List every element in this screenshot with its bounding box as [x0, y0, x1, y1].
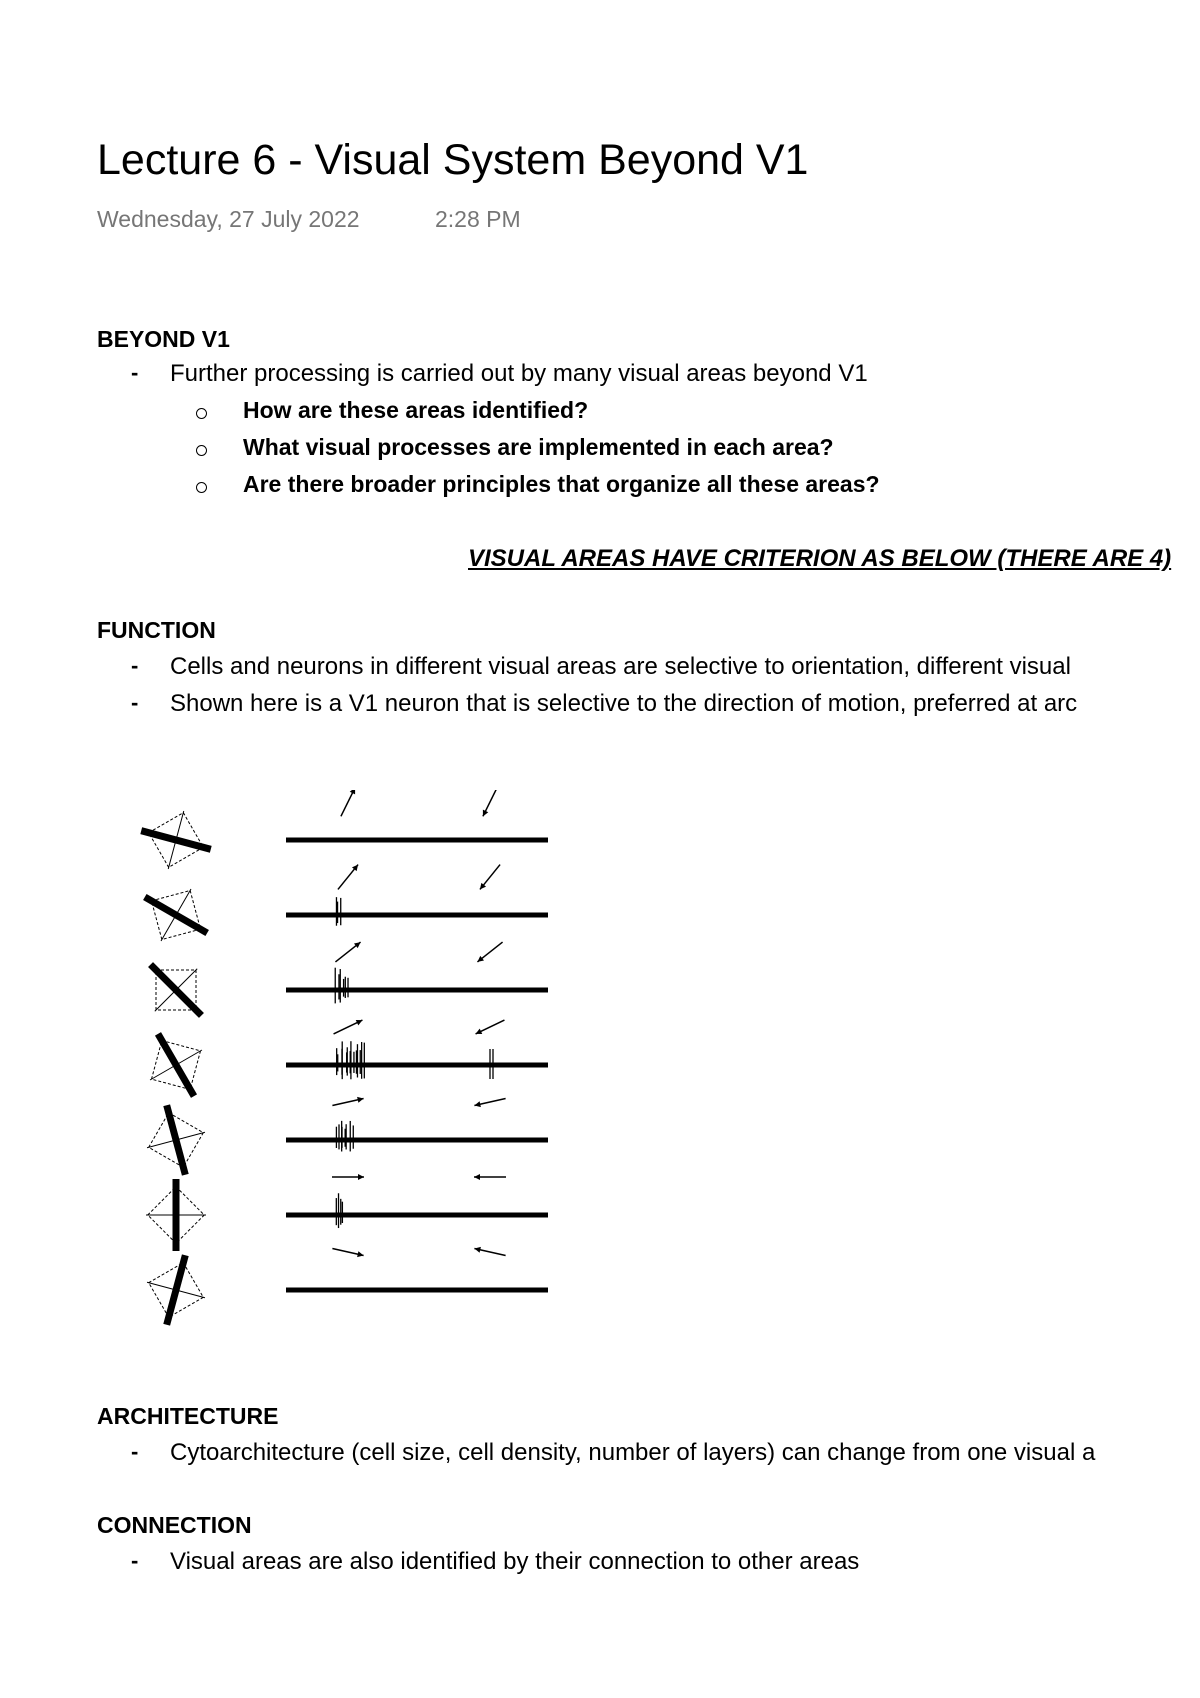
stimulus-row — [146, 1174, 548, 1251]
stimulus-row — [132, 1017, 548, 1111]
motion-arrow-icon — [332, 1246, 365, 1259]
stimulus-bar — [158, 1034, 194, 1096]
arrow-head — [358, 1174, 364, 1180]
stimulus-row — [130, 863, 548, 959]
stimulus-row — [133, 790, 548, 878]
motion-arrow-icon — [336, 863, 361, 892]
bullet-text: Visual areas are also identified by their connection to other areas — [170, 1548, 860, 1575]
motion-arrow-icon — [476, 940, 505, 965]
bullet-dash: - — [131, 653, 139, 678]
motion-arrow-icon — [332, 1096, 365, 1109]
section-heading-connection: CONNECTION — [97, 1512, 252, 1538]
motion-arrow-icon — [338, 790, 358, 818]
bullet-text: Cells and neurons in different visual areas are selective to orientation, different visual — [170, 653, 1071, 680]
sub-bullet-question: Are there broader principles that organize all these areas? — [243, 471, 880, 497]
sub-bullet-question: How are these areas identified? — [243, 397, 589, 423]
section-heading-beyond-v1: BEYOND V1 — [97, 326, 230, 352]
motion-arrow-icon — [474, 1096, 507, 1109]
section-heading-architecture: ARCHITECTURE — [97, 1403, 279, 1429]
bullet-dash: - — [131, 1439, 139, 1464]
motion-arrow-icon — [332, 1174, 364, 1180]
stimulus-bar-icon — [138, 1247, 215, 1332]
stimulus-bar-icon — [130, 871, 222, 959]
stimulus-bar — [167, 1105, 186, 1175]
arrow-head — [350, 790, 358, 794]
arrow-head — [474, 1174, 480, 1180]
sub-bullet-circle-icon — [196, 408, 207, 419]
note-time: 2:28 PM — [435, 206, 521, 232]
stimulus-bar-icon — [133, 802, 218, 879]
sub-bullet-circle-icon — [196, 482, 207, 493]
bullet-text: Shown here is a V1 neuron that is selective to the direction of motion, preferred at arc — [170, 690, 1078, 717]
arrow-shaft — [341, 790, 355, 816]
bullet-dash: - — [131, 690, 139, 715]
arrow-head — [356, 1017, 364, 1025]
motion-arrow-icon — [474, 1017, 505, 1036]
stimulus-bar-icon — [146, 1179, 206, 1251]
bullet-dash: - — [131, 360, 139, 385]
motion-arrow-icon — [478, 863, 503, 892]
motion-arrow-icon — [474, 1246, 507, 1259]
direction-selectivity-figure — [118, 790, 558, 1340]
bullet-dash: - — [131, 1548, 139, 1573]
stimulus-bar — [141, 831, 211, 850]
stimulus-bar-icon — [132, 1019, 220, 1111]
motion-arrow-icon — [334, 940, 363, 965]
motion-arrow-icon — [332, 1017, 363, 1036]
stimulus-bar-icon — [129, 943, 222, 1036]
sub-bullet-circle-icon — [196, 445, 207, 456]
note-date: Wednesday, 27 July 2022 — [97, 206, 360, 232]
bullet-text: Cytoarchitecture (cell size, cell density, number of layers) can change from one visual a — [170, 1439, 1096, 1466]
criterion-note: VISUAL AREAS HAVE CRITERION AS BELOW (THERE ARE 4) — [468, 545, 1172, 572]
arrow-head — [480, 810, 488, 818]
stimulus-row — [138, 1246, 548, 1333]
bullet-text: Further processing is carried out by many visual areas beyond V1 — [170, 360, 868, 387]
arrow-head — [474, 1029, 482, 1037]
motion-arrow-icon — [474, 1174, 506, 1180]
stimulus-bar — [167, 1255, 186, 1325]
stimulus-row — [129, 940, 548, 1037]
motion-arrow-icon — [480, 790, 500, 818]
page-title: Lecture 6 - Visual System Beyond V1 — [97, 136, 809, 184]
stimulus-bar-icon — [138, 1097, 215, 1182]
sub-bullet-question: What visual processes are implemented in each area? — [243, 434, 834, 460]
stimulus-row — [138, 1096, 548, 1183]
stimulus-bar — [145, 897, 207, 933]
section-heading-function: FUNCTION — [97, 617, 216, 643]
